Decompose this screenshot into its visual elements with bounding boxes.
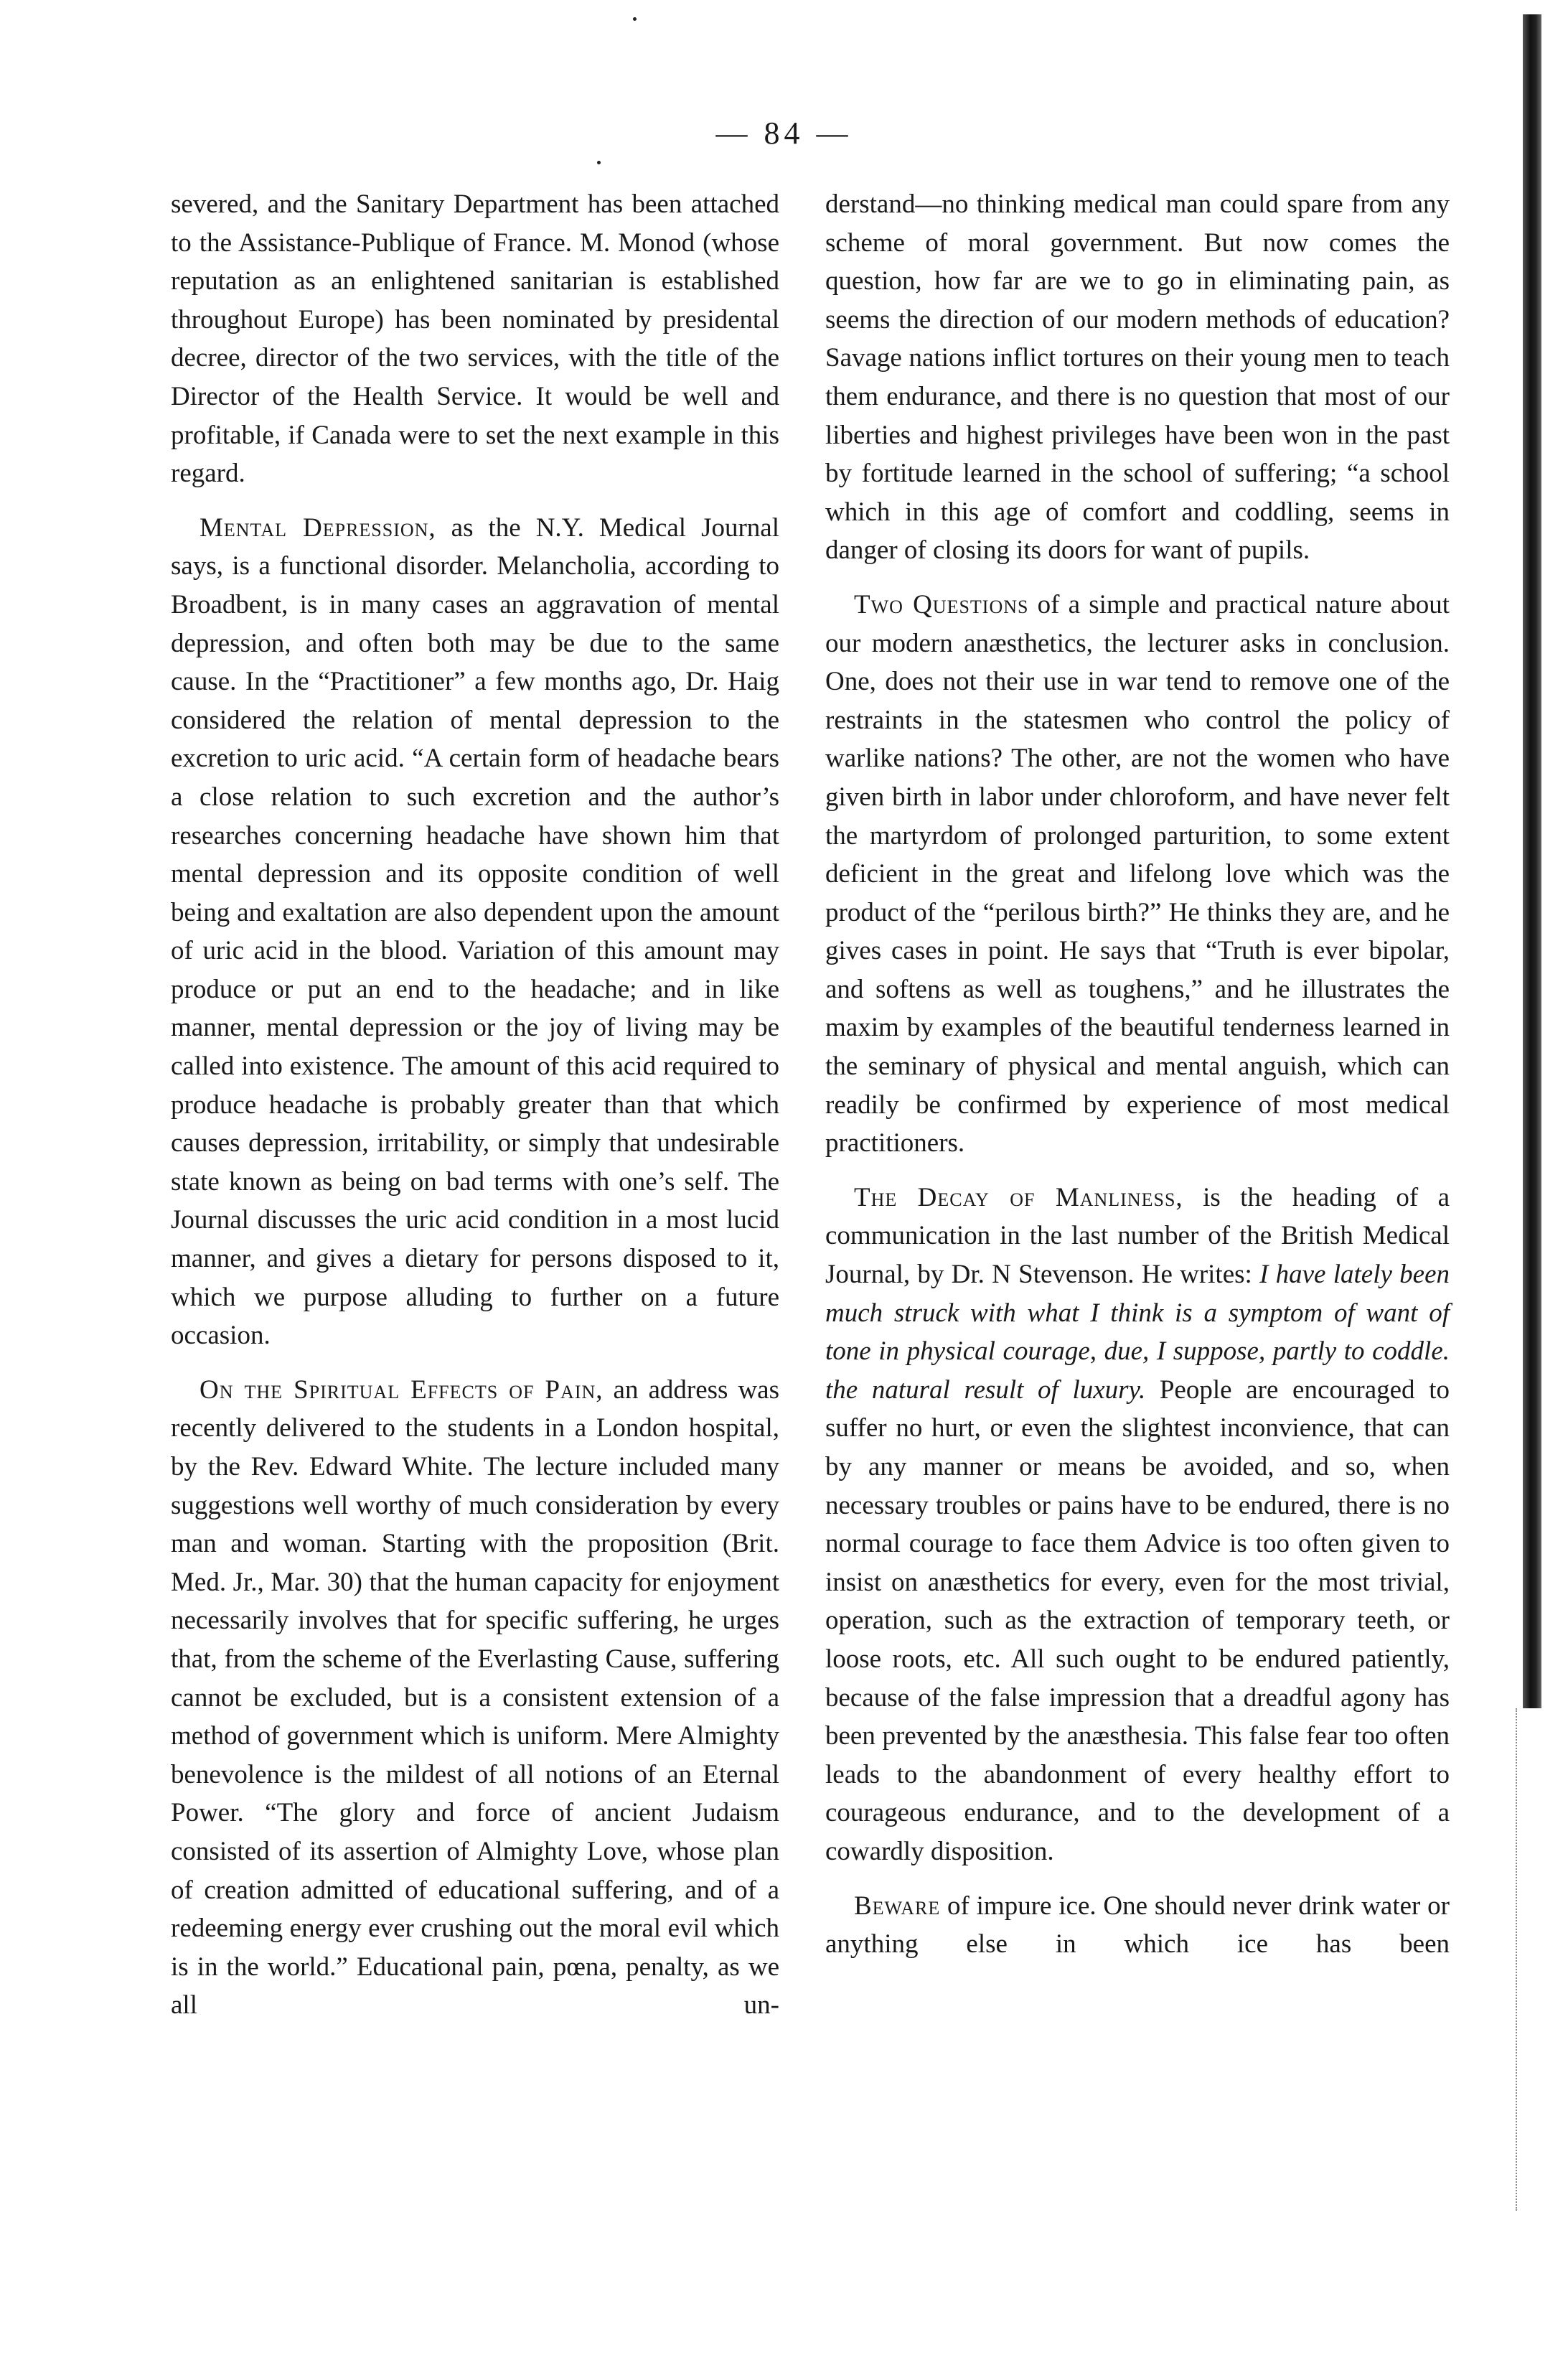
paragraph-text: is the heading of a communication in the last number of the British Medical Journal, by Dr. N Stevenson. He writes:	[825, 1182, 1450, 1290]
paragraph-lead: Beware	[854, 1891, 941, 1921]
paragraph-lead: On the Spiritual Effects of Pain,	[199, 1375, 604, 1405]
page-number: — 84 —	[715, 116, 853, 151]
paragraph-text: of impure ice. One should never drink water or anything else in which ice has been	[825, 1891, 1450, 1959]
paragraph-text: of a simple and practical nature about our modern anæsthetics, the lecturer asks in conclusion. One, does not their use in war tend to remove one of the restraints in the statesmen who control the policy of warlike nations? The other, are not the women who have given birth in labor under chloroform, and have never felt the martyrdom of prolonged parturition, to some extent deficient in the great and lifelong love which was the product of the “perilous birth?” He thinks they are, and he gives cases in point. He says that “Truth is ever bipolar, and softens as well as toughens,” and he illustrates the maxim by examples of the beautiful tenderness learned in the seminary of physical and mental anguish, which can readily be confirmed by experience of most medical practitioners.	[825, 589, 1450, 1158]
paragraph-lead: Mental Depression,	[199, 512, 436, 543]
scan-edge-marks	[1516, 1708, 1521, 2211]
right-column	[825, 185, 1450, 1980]
paragraph-quote-italic: I have lately been much struck with what I think is a symptom of want of tone in physical courage, due, I suppose, partly to coddle. the natural result of luxury.	[825, 1260, 1450, 1405]
paragraph-decay-of-manliness	[825, 1179, 1450, 1871]
paragraph-text: severed, and the Sanitary Department has been attached to the Assistance-Publique of France. M. Monod (whose reputation as an enlightened sanitarian is established throughout Europe) has been nominated by presidental decree, director of the two services, with the title of the Director of the Health Service. It would be well and profitable, if Canada were to set the next example in this regard.	[171, 189, 779, 489]
scan-speck	[597, 161, 601, 164]
paragraph-spiritual-effects-of-pain	[171, 1371, 779, 2025]
paragraph-two-questions	[825, 586, 1450, 1163]
paragraph-lead: The Decay of Manliness,	[854, 1182, 1183, 1212]
left-column	[171, 185, 779, 2041]
scan-speck	[633, 17, 637, 21]
paragraph-text-continued: People are encouraged to suffer no hurt, or even the slightest inconvience, that can by any manner or means be avoided, and so, when necessary troubles or pains have to be endured, there is no normal courage to face them Advice is too often given to insist on anæsthetics for every, even for the most trivial, operation, such as the extraction of temporary teeth, or loose roots, etc. All such ought to be endured patiently, because of the false impression that a dreadful agony has been prevented by the anæsthesia. This false fear too often leads to the abandonment of every healthy effort to courageous endurance, and to the development of a cowardly disposition.	[825, 1375, 1450, 1866]
scan-edge-bar	[1523, 14, 1541, 1708]
paragraph-text: derstand—no thinking medical man could spare from any scheme of moral government. But now comes the question, how far are we to go in eliminating pain, as seems the direction of our modern methods of education? Savage nations inflict tortures on their young men to teach them endurance, and there is no question that most of our liberties and highest privileges have been won in the past by fortitude learned in the school of suffering; “a school which in this age of comfort and coddling, seems in danger of closing its doors for want of pupils.	[825, 189, 1450, 566]
paragraph-lead: Two Questions	[854, 589, 1029, 619]
paragraph-mental-depression	[171, 509, 779, 1355]
paragraph-beware	[825, 1887, 1450, 1964]
paragraph-text: an address was recently delivered to the students in a London hospital, by the Rev. Edward White. The lecture included many suggestions well worthy of much consideration by every man and woman. Starting with the proposition (Brit. Med. Jr., Mar. 30) that the human capacity for enjoyment necessarily involves that for specific suffering, he urges that, from the scheme of the Everlasting Cause, suffering cannot be excluded, but is a consistent extension of a method of government which is uniform. Mere Almighty benevolence is the mildest of all notions of an Eternal Power. “The glory and force of ancient Judaism consisted of its assertion of Almighty Love, whose plan of creation admitted of educational suffering, and of a redeeming energy ever crushing out the moral evil which is in the world.” Educational pain, pœna, penalty, as we all un-	[171, 1375, 779, 2020]
paragraph-text: as the N.Y. Medical Journal says, is a functional disorder. Melancholia, according to Broadbent, is in many cases an aggravation of mental depression, and often both may be due to the same cause. In the “Practitioner” a few months ago, Dr. Haig considered the relation of mental depression to the excretion to uric acid. “A certain form of headache bears a close relation to such excretion and the author’s researches concerning headache have shown him that mental depression and its opposite condition of well being and exaltation are also dependent upon the amount of uric acid in the blood. Variation of this amount may produce or put an end to the headache; and in like manner, mental depression or the joy of living may be called into existence. The amount of this acid required to produce headache is probably greater than that which causes depression, irritability, or simply that undesirable state known as being on bad terms with one’s self. The Journal discusses the uric acid condition in a most lucid manner, and gives a dietary for persons disposed to it, which we purpose alluding to further on a future occasion.	[171, 512, 780, 1351]
paragraph-continuation	[825, 185, 1450, 570]
paragraph-sanitary-department	[171, 185, 779, 493]
